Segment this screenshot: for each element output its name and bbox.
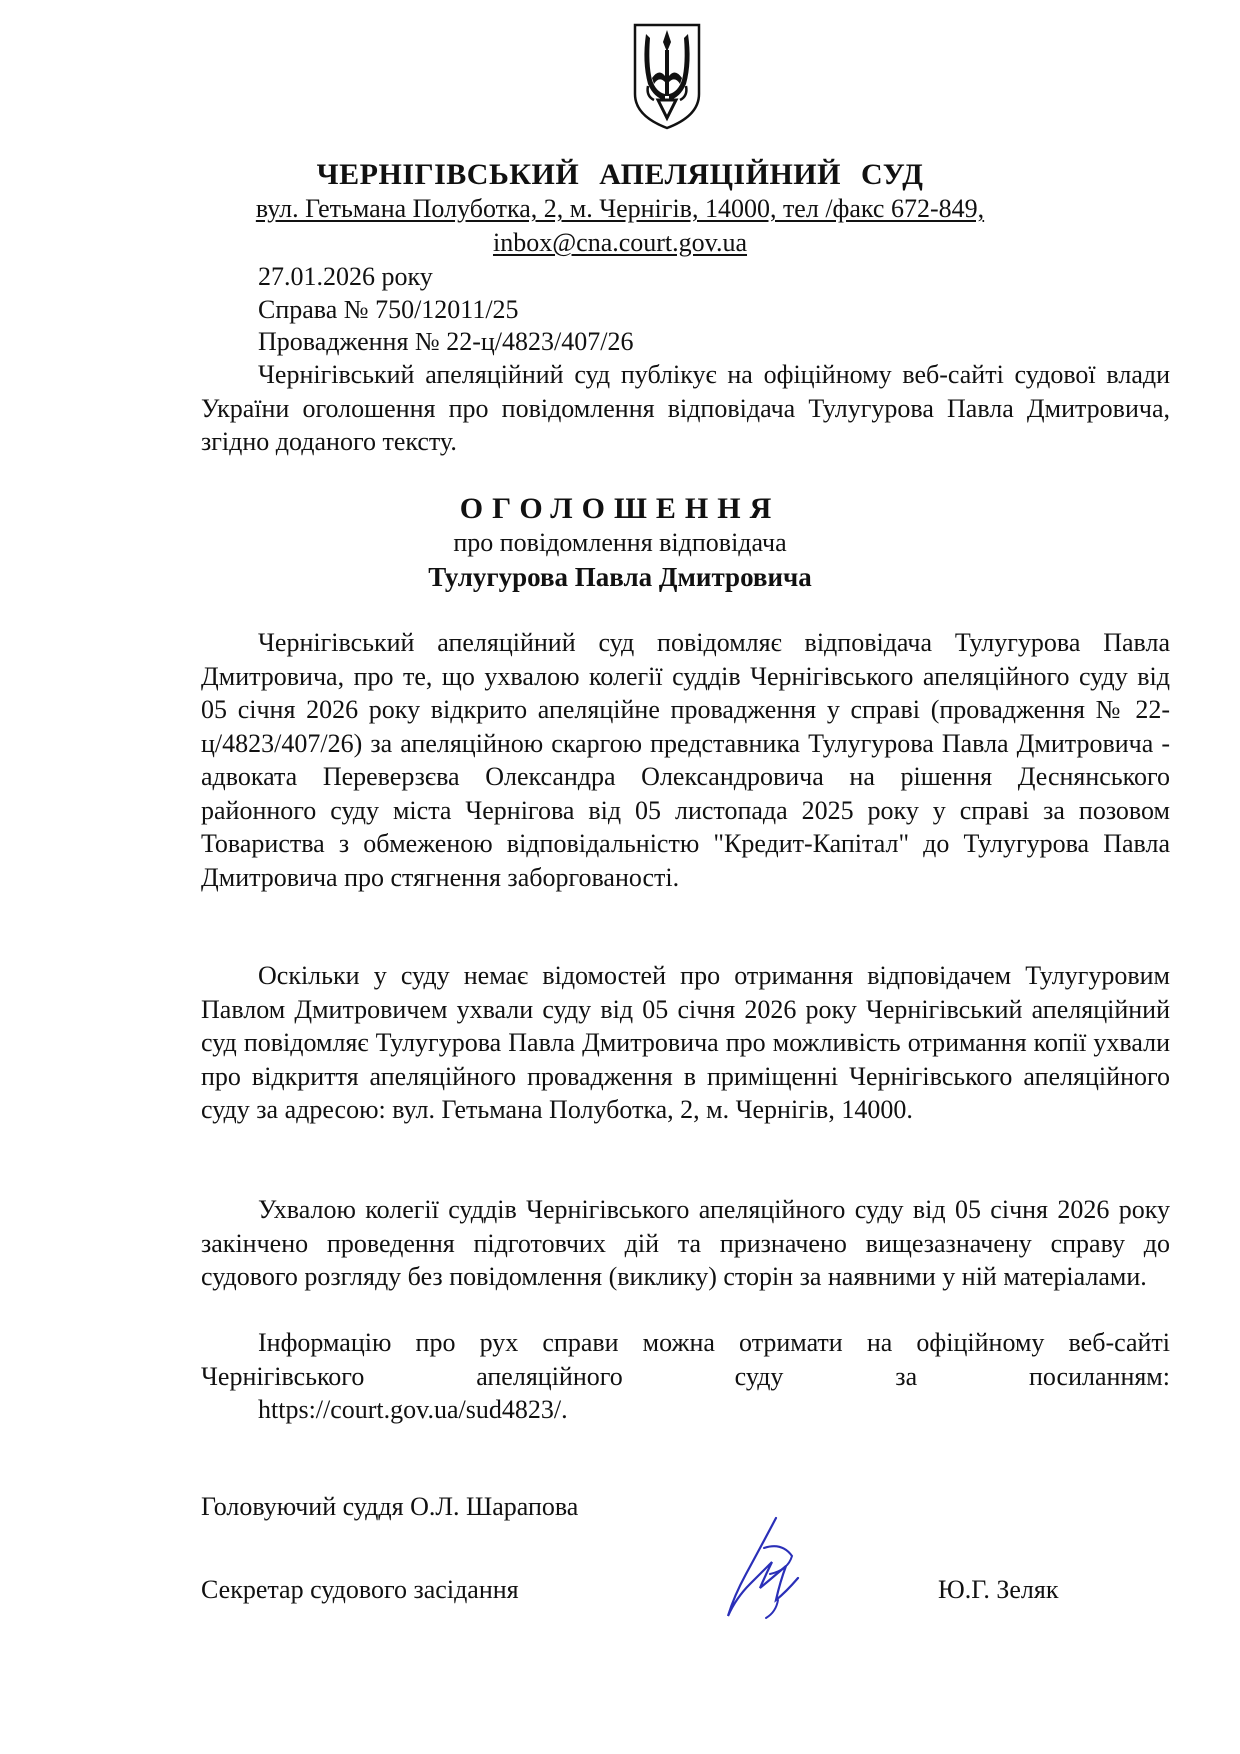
case-number: Справа № 750/12011/25: [258, 295, 519, 324]
body-paragraph-4: [201, 1326, 1170, 1427]
court-website-link[interactable]: https://court.gov.ua/sud4823/.: [258, 1395, 568, 1424]
proceeding-number: Провадження № 22-ц/4823/407/26: [258, 327, 634, 356]
presiding-judge: Головуючий суддя О.Л. Шарапова: [201, 1492, 579, 1521]
court-name: ЧЕРНІГІВСЬКИЙ АПЕЛЯЦІЙНИЙ СУД: [316, 158, 924, 191]
info-text: Інформацію про рух справи можна отримати на офіційному веб-сайті Чернігівського апеляційного суду за посиланням:: [201, 1328, 1170, 1391]
court-email: inbox@cna.court.gov.ua: [492, 228, 748, 257]
document-date: 27.01.2026 року: [258, 262, 433, 291]
secretary-label: Секретар судового засідання: [201, 1575, 519, 1604]
court-address: вул. Гетьмана Полуботка, 2, м. Чернігів, 14000, тел /факс 672-849,: [255, 194, 985, 223]
announcement-subtitle: про повідомлення відповідача: [453, 528, 787, 557]
announcement-defendant-name: Тулугурова Павла Дмитровича: [428, 562, 812, 592]
announcement-title: ОГОЛОШЕННЯ: [459, 492, 781, 525]
body-paragraph-3: Ухвалою колегії суддів Чернігівського апеляційного суду від 05 січня 2026 року закінчено проведення підготовчих дій та призначено вищезазначену справу до судового розгляду без повідомлення (виклику) сторін за наявними у ній матеріалами.: [201, 1195, 1170, 1291]
trident-emblem-icon: [632, 22, 702, 130]
handwritten-signature-icon: [706, 1512, 816, 1624]
body-paragraph-2: Оскільки у суду немає відомостей про отримання відповідачем Тулугуровим Павлом Дмитровичем ухвали суду від 05 січня 2026 року Чернігівський апеляційний суд повідомляє Тулугурова Павла Дмитровича про можливість отримання копії ухвали про відкриття апеляційного провадження в приміщенні Чернігівського апеляційного суду за адресою: вул. Гетьмана Полуботка, 2, м. Чернігів, 14000.: [201, 961, 1170, 1124]
body-paragraph-1: Чернігівський апеляційний суд повідомляє відповідача Тулугурова Павла Дмитровича, про те, що ухвалою колегії суддів Чернігівського апеляційного суду від 05 січня 2026 року відкрито апеляційне провадження у справі (провадження № 22-ц/4823/407/26) за апеляційною скаргою представника Тулугурова Павла Дмитровича - адвоката Переверзєва Олександра Олександровича на рішення Деснянського районного суду міста Чернігова від 05 листопада 2025 року у справі за позовом Товариства з обмеженою відповідальністю "Кредит-Капітал" до Тулугурова Павла Дмитровича про стягнення заборгованості.: [201, 628, 1170, 892]
intro-paragraph: Чернігівський апеляційний суд публікує на офіційному веб-сайті судової влади України оголошення про повідомлення відповідача Тулугурова Павла Дмитровича, згідно доданого тексту.: [201, 360, 1170, 456]
secretary-name: Ю.Г. Зеляк: [938, 1575, 1059, 1604]
